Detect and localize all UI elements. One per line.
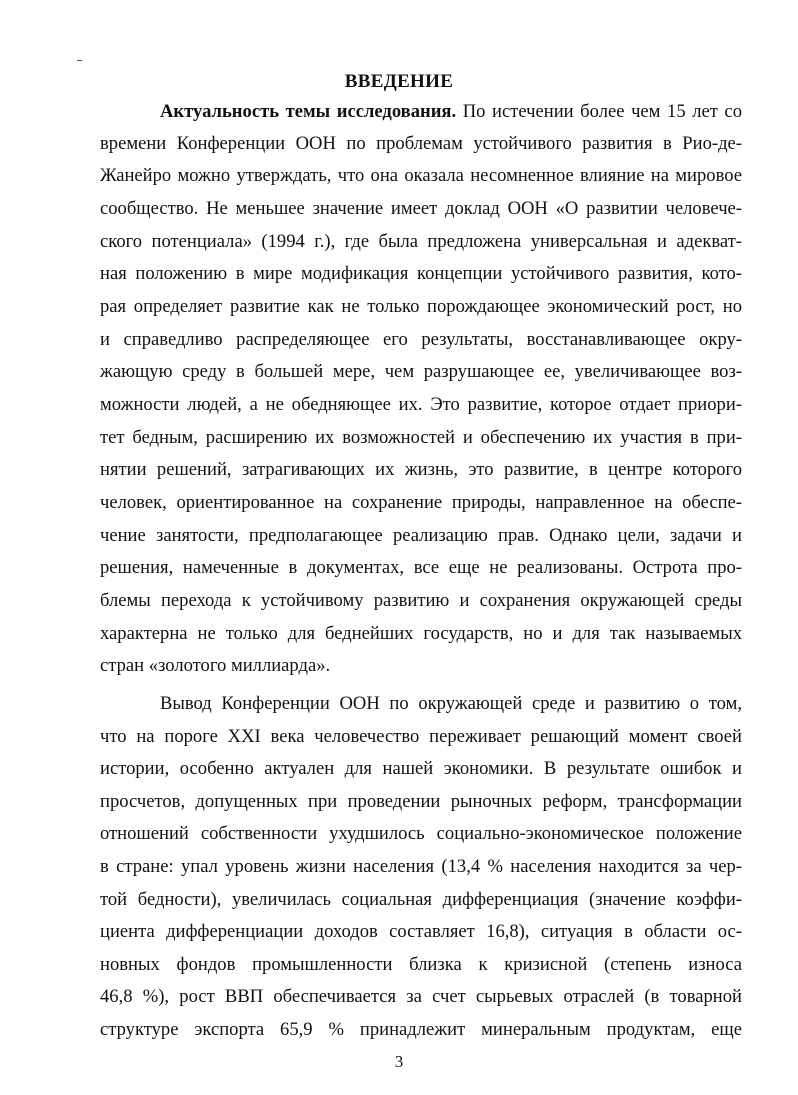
paragraph-line: новных фондов промышленности близка к кризисной (степень износа — [100, 954, 742, 975]
paragraph-line: сообщество. Не меньшее значение имеет доклад ООН «О развитии человече- — [100, 198, 742, 219]
scan-mark — [77, 60, 82, 61]
paragraph-line: рая определяет развитие как не только порождающее экономический рост, но — [100, 296, 742, 317]
paragraph-line: решения, намеченные в документах, все еще не реализованы. Острота про- — [100, 557, 742, 578]
paragraph-line: человек, ориентированное на сохранение природы, направленное на обеспе- — [100, 492, 742, 513]
paragraph-line: циента дифференциации доходов составляет 16,8), ситуация в области ос- — [100, 921, 742, 942]
paragraph-line: просчетов, допущенных при проведении рыночных реформ, трансформации — [100, 791, 742, 812]
paragraph-line: ная положению в мире модификация концепции устойчивого развития, кото- — [100, 263, 742, 284]
paragraph-line: тет бедным, расширению их возможностей и обеспечению их участия в при- — [100, 427, 742, 448]
paragraph-line: можности людей, а не обедняющее их. Это развитие, которое отдает приори- — [100, 394, 742, 415]
page-number: 3 — [394, 1052, 404, 1071]
paragraph-line: нятии решений, затрагивающих их жизнь, это развитие, в центре которого — [100, 459, 742, 480]
paragraph-line: что на пороге XXI века человечество переживает решающий момент своей — [100, 726, 742, 747]
paragraph-line: времени Конференции ООН по проблемам устойчивого развития в Рио-де- — [100, 133, 742, 154]
section-heading: ВВЕДЕНИЕ — [344, 71, 454, 92]
paragraph-line: характерна не только для беднейших государств, но и для так называемых — [100, 623, 742, 644]
paragraph-line: ского потенциала» (1994 г.), где была предложена универсальная и адекват- — [100, 231, 742, 252]
paragraph-line: Жанейро можно утверждать, что она оказала несомненное влияние на мировое — [100, 165, 742, 186]
paragraph-line: Вывод Конференции ООН по окружающей среде и развитию о том, — [160, 693, 742, 714]
paragraph-line — [160, 98, 742, 126]
paragraph-line: и справедливо распределяющее его результаты, восстанавливающее окру- — [100, 329, 742, 350]
paragraph-line: истории, особенно актуален для нашей экономики. В результате ошибок и — [100, 758, 742, 779]
paragraph-line: жающую среду в большей мере, чем разрушающее ее, увеличивающее воз- — [100, 361, 742, 382]
paragraph-line: 46,8 %), рост ВВП обеспечивается за счет сырьевых отраслей (в товарной — [100, 986, 742, 1007]
paragraph-line: в стране: упал уровень жизни населения (13,4 % населения находится за чер- — [100, 856, 742, 877]
paragraph-line: блемы перехода к устойчивому развитию и сохранения окружающей среды — [100, 590, 742, 611]
paragraph-line: отношений собственности ухудшилось социально-экономическое положение — [100, 823, 742, 844]
bold-lead: Актуальность темы исследования. — [160, 101, 457, 122]
paragraph-line: структуре экспорта 65,9 % принадлежит минеральным продуктам, еще — [100, 1019, 742, 1040]
paragraph-line: стран «золотого миллиарда». — [100, 655, 331, 676]
paragraph-line: той бедности), увеличилась социальная дифференциация (значение коэффи- — [100, 889, 742, 910]
line-text: По истечении более чем 15 лет со — [456, 101, 742, 122]
paragraph-line: чение занятости, предполагающее реализацию прав. Однако цели, задачи и — [100, 525, 742, 546]
